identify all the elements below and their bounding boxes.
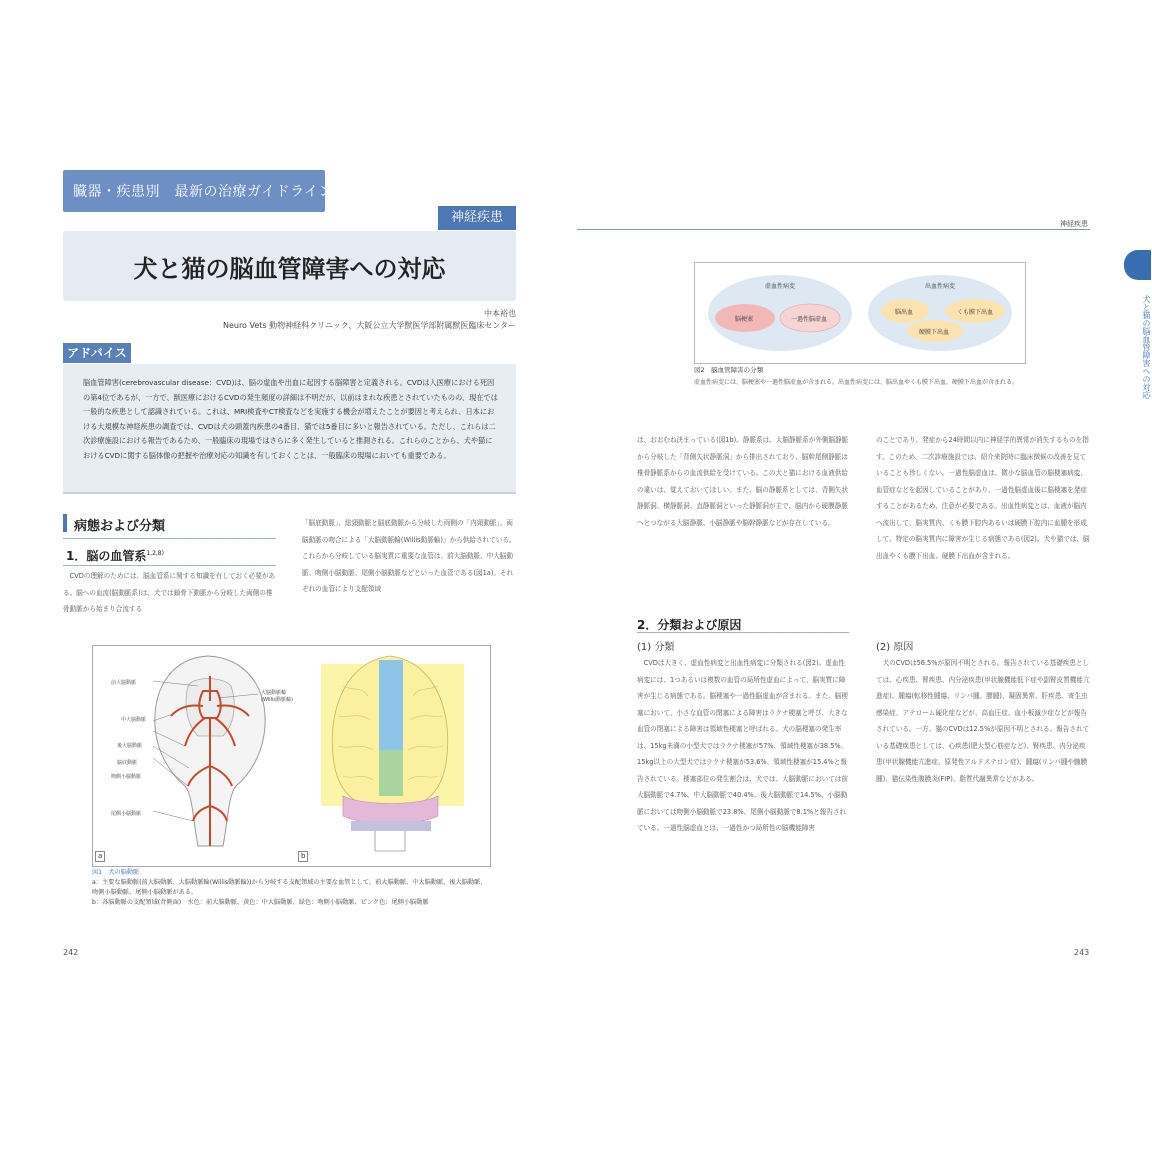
figure-2 [694, 262, 1026, 364]
figure-1-desc-b: b：各脳動脈の支配領域(背側面) 水色：前大脳動脈、黄色：中大脳動脈、緑色：吻側小脳動脈、ピンク色：尾側小脳動脈 [92, 899, 429, 906]
subsection-heading-cause: (2) 原因 [876, 642, 914, 653]
section-underline-2 [637, 632, 849, 633]
ich-label: 脳出血 [895, 309, 914, 316]
section-heading-classification: 2．分類および原因 [637, 618, 742, 632]
artery-label: 前大脳動脈 [111, 680, 137, 686]
infarct-label: 脳梗塞 [735, 316, 754, 323]
body-column-1: CVDの理解のためには、脳血管系に関する知識を有しておく必要がある。脳への血流(脳動脈系)は、犬では鎖骨下動脈から分岐した両側の椎骨動脈から始まり合流する [63, 572, 276, 613]
ischemic-group-label: 虚血性病変 [765, 283, 796, 290]
figure-1-illustration [93, 646, 490, 866]
artery-label: 尾側小脳動脈 [111, 811, 142, 817]
header-rule [577, 229, 1090, 230]
subsection-ref: 1,2,8) [146, 550, 164, 557]
side-tab [1124, 250, 1151, 280]
section-underline [63, 538, 276, 539]
figure-1-title: 図1 犬の脳動脈 [92, 869, 140, 876]
side-tab-text: 犬と猫の脳血管障害への対応 [1142, 295, 1151, 399]
article-title: 犬と猫の脳血管障害への対応 [133, 255, 446, 283]
figure-1-caption [92, 868, 492, 908]
body-column-2: 「脳底動脈」、総頸動脈と脳底動脈から分岐した両側の「内頸動脈」、両脳動脈の吻合による「大脳動脈輪(Willis動脈輪)」から供給されている。これらから分岐している脳実質に重要な血管は、前大脳動脈、中大脳動脈、吻側小脳動脈、尾側小脳動脈などといった血管である(図1a)。それぞれの血管により支配領域 [302, 519, 516, 593]
author-affiliation: Neuro Vets 動物神経科クリニック、大阪公立大学獣医学部附属獣医臨床センター [222, 321, 516, 330]
section-marker [63, 514, 67, 532]
series-banner-text: 臓器・疾患別 最新の治療ガイドライン [73, 184, 334, 200]
advice-box [63, 364, 516, 494]
running-head: 神経疾患 [1060, 220, 1088, 228]
sah-label: くも膜下出血 [957, 309, 994, 316]
advice-text: 脳血管障害(cerebrovascular disease：CVD)は、脳の虚血や出血に起因する脳障害と定義される。CVDは人医療における死因の第4位であるが、一方で、獣医療におけるCVDの発生頻度の詳細は不明だが、以前はまれな疾患とされていたものの、現在では一般的な疾患として認識されている。これは、MRI検査やCT検査などを実施する機会が増えたことが要因と考えられ、日本における大規模な神経疾患の調査では、CVDは犬の頭蓋内疾患の4番目、猫では5番目に多いと報告されている。ただし、これらは二次診療施設における報告であるため、一般臨床の現場ではさらに多く発生していると推測される。これらのことから、犬や猫におけるCVDに関する脳体像の把握や治療対応の知識を有しておくことは、一般臨床の現場においても重要である。 [83, 378, 498, 460]
artery-label: 大脳動脈輪(Willis動脈輪) [261, 690, 293, 703]
artery-label: 中大脳動脈 [121, 717, 147, 723]
figure-2-desc: 虚血性病変には、脳梗塞や一過性脳虚血が含まれる。出血性病変には、脳出血やくも膜下出血、硬膜下出血が含まれる。 [694, 379, 1019, 386]
figure-1 [92, 645, 491, 867]
page-number-right: 243 [1074, 948, 1090, 957]
subsection-heading-classification: (1) 分類 [637, 642, 675, 653]
artery-label: 後大脳動脈 [117, 743, 143, 749]
page-number-left: 242 [63, 948, 79, 957]
body-column-4: のことであり、発症から24時間以内に神経学的異常が消失するものを指す。このため、二次診療施設では、紹介来院時に臨床徴候の改善を見ていることも珍しくない。一過性脳虚血は、微小な脳血管の脳梗塞病変、血管症などを起因していることがあり、一過性脳虚血後に脳梗塞を発症することがあるため、注意が必要である。出血性病変とは、血液が脳内へ流出して、脳実質内、くも膜下腔内あるいは硬膜下腔内に血腫を形成して、特定の脳実質内に障害が生じる病態である(図2)。犬や猫では、脳出血やくも膜下出血、硬膜下出血が含まれる。 [876, 436, 1090, 560]
artery-label: 脳底動脈 [117, 760, 138, 766]
subsection-heading-vessels-text: 1．脳の血管系 [66, 549, 147, 563]
body-column-3: は、おおむね決まっている(図1b)。静脈系は、大脳静脈系が外側脳静脈から分岐した「背側矢状静脈洞」から排出されており、脳幹尾側静脈は椎骨静脈系からの血流供給を受けている。この犬と猫における血液供給の違いは、覚えておいてほしい。また、脳の静脈系としては、背側矢状静脈洞、横静脈洞、直静脈洞といった静脈洞が主で、脳内から硬膜静脈へとつながる大脳静脈、小脳静脈や脳幹静脈などが存在している。 [637, 436, 849, 527]
panel-label-b: b [298, 851, 308, 862]
advice-label: アドバイス [63, 343, 131, 363]
hemorrhagic-group-label: 出血性病変 [925, 283, 956, 290]
subsection-underline [63, 565, 276, 566]
author-name: 中本裕也 [484, 309, 516, 318]
category-tag: 神経疾患 [438, 206, 516, 230]
body-column-4-cont: 犬のCVDは56.5%が原因不明とされる。報告されている基礎疾患としては、心疾患、腎疾患、内分泌疾患(甲状腺機能低下症や副腎皮質機能亢進症)、腫瘍(転移性腫瘍、リンパ腫、膠腫)、凝固異常、肝疾患、寄生虫感染症、アテローム硬化症などが、高血圧症、血小板減少症などが報告されている。一方、猫のCVDは12.5%が原因不明とされる。報告されている基礎疾患としては、心疾患(肥大型心筋症など)、腎疾患、内分泌疾患(甲状腺機能亢進症、原発性アルドステロン症)、腫瘍(リンパ腫や髄膜腫)、猫伝染性腹膜炎(FIP)、脂質代謝異常などがある。 [876, 659, 1090, 783]
figure-2-title: 図2 脳血管障害の分類 [694, 366, 764, 374]
series-banner [63, 170, 334, 212]
article-title-box [63, 231, 516, 301]
figure-1-desc-a: a：主要な脳動脈(前大脳動脈、大脳動脈輪(Willis動脈輪))から分岐する支配領域の主要な血管として、前大脳動脈、中大脳動脈、後大脳動脈、吻側小脳動脈、尾側小脳動脈がある。 [92, 879, 487, 896]
artery-label: 吻側小脳動脈 [111, 774, 142, 780]
dog-brain-ventral [153, 656, 265, 846]
section-heading-pathology: 病態および分類 [74, 519, 166, 534]
subsection-heading-vessels [66, 547, 164, 564]
dog-brain-dorsal [321, 656, 464, 851]
tia-label: 一過性脳虚血 [791, 316, 828, 323]
sdh-label: 硬膜下出血 [919, 329, 950, 336]
body-column-3-cont: CVDは大きく、虚血性病変と出血性病変に分類される(図2)。虚血性病変には、1つあるいは複数の血管の局所性虚血によって、脳実質に障害が生じる病態である。脳梗塞や一過性脳虚血が含まれる。また、脳梗塞において、小さな血管の閉塞による障害はラクナ梗塞と呼び、大きな血管の閉塞による障害は領域性梗塞と呼ばれる。犬の脳梗塞の発生率は、15kg未満の小型犬ではラクナ梗塞が57%、領域性梗塞が38.5%、15kg以上の大型犬ではラクナ梗塞が53.6%、領域性梗塞が15.4%と報告されている。梗塞部位の発生割合は、犬では、大脳動脈においては前大脳動脈で4.7%、中大脳動脈で40.4%、後大脳動脈で14.5%、小脳動脈においては吻側小脳動脈で23.8%、尾側小脳動脈で8.1%と報告されている。一過性脳虚血とは、一過性かつ局所性の脳機能障害 [637, 659, 848, 832]
panel-label-a: a [95, 851, 105, 862]
